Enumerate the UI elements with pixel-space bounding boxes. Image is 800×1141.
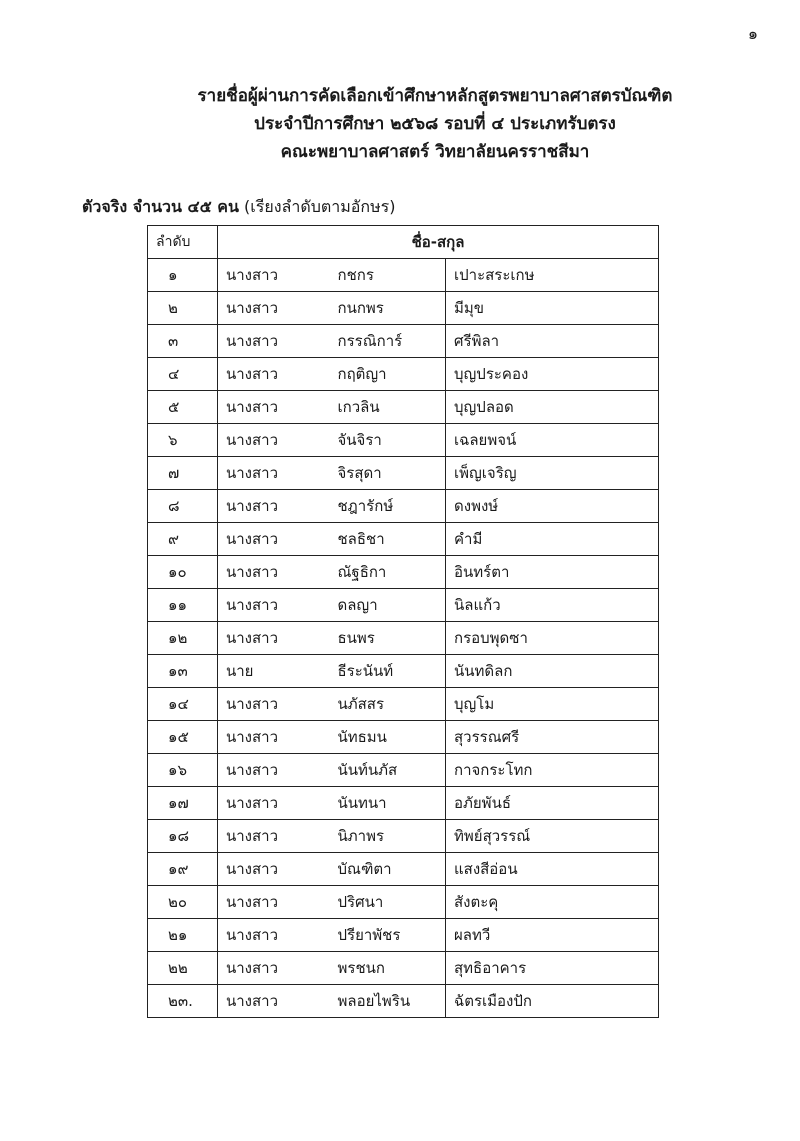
row-first-name: กรรณิการ์ [330, 325, 446, 358]
row-first-name: ธนพร [330, 622, 446, 655]
table-row [148, 952, 659, 985]
row-last-name: แสงสีอ่อน [446, 853, 659, 886]
row-first-name: ณัฐธิกา [330, 556, 446, 589]
table-row [148, 985, 659, 1018]
row-first-name: ธีระนันท์ [330, 655, 446, 688]
row-number: ๒ [148, 292, 218, 325]
row-last-name: กรอบพุดซา [446, 622, 659, 655]
row-number: ๗ [148, 457, 218, 490]
row-number: ๑๘ [148, 820, 218, 853]
table-row [148, 259, 659, 292]
row-title: นางสาว [218, 886, 330, 919]
table-row [148, 886, 659, 919]
title-line-1: รายชื่อผู้ผ่านการคัดเลือกเข้าศึกษาหลักสูตรพยาบาลศาสตรบัณฑิต [197, 86, 673, 106]
row-title: นางสาว [218, 358, 330, 391]
row-last-name: ผลทวี [446, 919, 659, 952]
table-row [148, 787, 659, 820]
row-first-name: บัณฑิตา [330, 853, 446, 886]
table-row [148, 292, 659, 325]
document-title [0, 82, 800, 166]
row-number: ๒๐ [148, 886, 218, 919]
table-row [148, 853, 659, 886]
row-last-name: ทิพย์สุวรรณ์ [446, 820, 659, 853]
row-title: นางสาว [218, 985, 330, 1018]
row-title: นางสาว [218, 523, 330, 556]
row-last-name: เฉลยพจน์ [446, 424, 659, 457]
roster-body [148, 259, 659, 1018]
row-title: นางสาว [218, 424, 330, 457]
row-title: นางสาว [218, 919, 330, 952]
row-title: นางสาว [218, 292, 330, 325]
table-row [148, 358, 659, 391]
title-line-2: ประจำปีการศึกษา ๒๕๖๘ รอบที่ ๔ ประเภทรับตรง [254, 114, 616, 134]
row-number: ๘ [148, 490, 218, 523]
row-number: ๕ [148, 391, 218, 424]
title-line-3: คณะพยาบาลศาสตร์ วิทยาลัยนครราชสีมา [280, 142, 590, 162]
row-last-name: ฉัตรเมืองปัก [446, 985, 659, 1018]
row-title: นางสาว [218, 325, 330, 358]
table-row [148, 622, 659, 655]
row-last-name: บุญปลอด [446, 391, 659, 424]
row-number: ๑๔ [148, 688, 218, 721]
row-number: ๒๑ [148, 919, 218, 952]
row-number: ๒๒ [148, 952, 218, 985]
row-title: นางสาว [218, 391, 330, 424]
subheading [82, 195, 395, 220]
table-row [148, 919, 659, 952]
row-title: นางสาว [218, 556, 330, 589]
table-row [148, 655, 659, 688]
row-number: ๑๓ [148, 655, 218, 688]
table-row [148, 820, 659, 853]
row-number: ๔ [148, 358, 218, 391]
row-title: นางสาว [218, 457, 330, 490]
page-number: ๑ [747, 24, 758, 43]
row-first-name: พรชนก [330, 952, 446, 985]
row-last-name: บุญประคอง [446, 358, 659, 391]
row-number: ๑๙ [148, 853, 218, 886]
table-row [148, 490, 659, 523]
table-row [148, 457, 659, 490]
row-first-name: นภัสสร [330, 688, 446, 721]
row-last-name: ดงพงษ์ [446, 490, 659, 523]
row-first-name: ดลญา [330, 589, 446, 622]
row-first-name: นัทธมน [330, 721, 446, 754]
row-first-name: นันทนา [330, 787, 446, 820]
row-first-name: นิภาพร [330, 820, 446, 853]
row-last-name: กาจกระโทก [446, 754, 659, 787]
row-last-name: สังตะคุ [446, 886, 659, 919]
row-last-name: บุญโม [446, 688, 659, 721]
row-title: นางสาว [218, 787, 330, 820]
row-title: นางสาว [218, 688, 330, 721]
roster-table [147, 225, 659, 1018]
table-row [148, 688, 659, 721]
table-row [148, 391, 659, 424]
row-last-name: สุวรรณศรี [446, 721, 659, 754]
table-header-row [148, 226, 659, 259]
row-number: ๙ [148, 523, 218, 556]
row-title: นางสาว [218, 622, 330, 655]
header-name: ชื่อ-สกุล [218, 226, 659, 259]
row-last-name: นิลแก้ว [446, 589, 659, 622]
row-last-name: สุทธิอาคาร [446, 952, 659, 985]
row-number: ๑๐ [148, 556, 218, 589]
row-last-name: อินทร์ตา [446, 556, 659, 589]
row-first-name: เกวลิน [330, 391, 446, 424]
row-number: ๓ [148, 325, 218, 358]
row-first-name: กนกพร [330, 292, 446, 325]
row-last-name: นันทดิลก [446, 655, 659, 688]
row-title: นางสาว [218, 820, 330, 853]
table-row [148, 523, 659, 556]
row-number: ๑ [148, 259, 218, 292]
table-row [148, 424, 659, 457]
row-number: ๑๒ [148, 622, 218, 655]
row-first-name: พลอยไพริน [330, 985, 446, 1018]
table-row [148, 589, 659, 622]
row-last-name: ศรีพิลา [446, 325, 659, 358]
row-first-name: ชลธิชา [330, 523, 446, 556]
row-first-name: กฤติญา [330, 358, 446, 391]
row-number: ๑๑ [148, 589, 218, 622]
row-title: นางสาว [218, 721, 330, 754]
row-title: นางสาว [218, 853, 330, 886]
row-first-name: ชฎารักษ์ [330, 490, 446, 523]
row-last-name: อภัยพันธ์ [446, 787, 659, 820]
row-number: ๑๖ [148, 754, 218, 787]
row-number: ๒๓. [148, 985, 218, 1018]
row-title: นาย [218, 655, 330, 688]
row-title: นางสาว [218, 259, 330, 292]
row-last-name: เพ็ญเจริญ [446, 457, 659, 490]
row-title: นางสาว [218, 490, 330, 523]
row-first-name: ปรียาพัชร [330, 919, 446, 952]
row-last-name: คำมี [446, 523, 659, 556]
row-first-name: กชกร [330, 259, 446, 292]
row-first-name: นันท์นภัส [330, 754, 446, 787]
table-row [148, 754, 659, 787]
table-row [148, 556, 659, 589]
header-no: ลำดับ [148, 226, 218, 259]
row-first-name: ปริศนา [330, 886, 446, 919]
row-last-name: มีมุข [446, 292, 659, 325]
row-first-name: จันจิรา [330, 424, 446, 457]
subheading-count: ตัวจริง จำนวน ๔๕ คน [82, 197, 239, 216]
row-number: ๑๕ [148, 721, 218, 754]
row-title: นางสาว [218, 589, 330, 622]
subheading-note: (เรียงลำดับตามอักษร) [244, 197, 396, 216]
row-title: นางสาว [218, 952, 330, 985]
table-row [148, 325, 659, 358]
row-last-name: เปาะสระเกษ [446, 259, 659, 292]
row-number: ๖ [148, 424, 218, 457]
row-number: ๑๗ [148, 787, 218, 820]
row-title: นางสาว [218, 754, 330, 787]
table-row [148, 721, 659, 754]
row-first-name: จิรสุดา [330, 457, 446, 490]
